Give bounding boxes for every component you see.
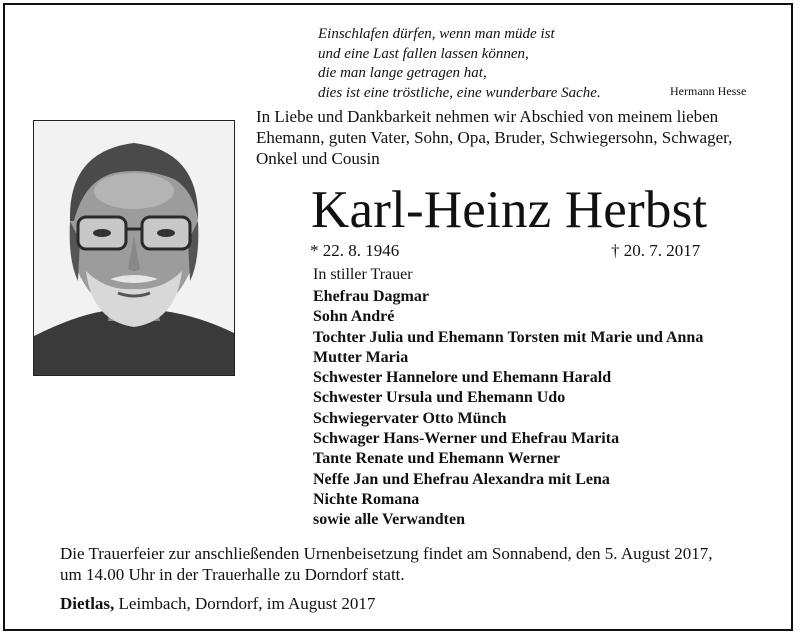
- mourner-line: Ehefrau Dagmar: [313, 288, 429, 305]
- mourner-line: Nichte Romana: [313, 490, 420, 508]
- mourner-line: Mutter Maria: [313, 348, 409, 366]
- mourner-line: Neffe Jan und Ehefrau Alexandra mit Lena: [313, 470, 610, 488]
- quote-author: Hermann Hesse: [670, 84, 747, 98]
- mourner-line: Sohn André: [313, 308, 395, 326]
- farewell-intro: [256, 106, 768, 169]
- place-bold: Dietlas,: [60, 594, 115, 613]
- funeral-service-info: [60, 543, 712, 585]
- portrait-photo: [33, 120, 235, 376]
- portrait-image: [34, 121, 234, 375]
- quote-line: dies ist eine tröstliche, eine wunderbare Sache.: [318, 84, 601, 101]
- service-line: um 14.00 Uhr in der Trauerhalle zu Dorndorf statt.: [60, 565, 405, 584]
- mourner-line: Schwester Hannelore und Ehemann Harald: [313, 369, 612, 387]
- death-date: † 20. 7. 2017: [611, 241, 701, 260]
- mourner-line: Schwiegervater Otto Münch: [313, 409, 507, 427]
- deceased-name: Karl-Heinz Herbst: [311, 181, 708, 239]
- service-line: Die Trauerfeier zur anschließenden Urnenbeisetzung findet am Sonnabend, den 5. August 2017,: [60, 544, 713, 563]
- quote-line: die man lange getragen hat,: [318, 65, 487, 81]
- quote-line: und eine Last fallen lassen können,: [318, 45, 529, 62]
- mourners-list: [313, 287, 703, 531]
- quote-line: Einschlafen dürfen, wenn man müde ist: [318, 26, 555, 42]
- mourner-line: Schwester Ursula und Ehemann Udo: [313, 389, 566, 407]
- place-rest: Leimbach, Dorndorf, im August 2017: [114, 594, 376, 613]
- mourner-line: Tante Renate und Ehemann Werner: [313, 450, 561, 468]
- intro-line: In Liebe und Dankbarkeit nehmen wir Abschied von meinem lieben: [256, 107, 719, 126]
- intro-line: Onkel und Cousin: [256, 149, 380, 168]
- birth-date: * 22. 8. 1946: [310, 241, 400, 260]
- mourning-heading: In stiller Trauer: [313, 266, 413, 283]
- mourner-line: Tochter Julia und Ehemann Torsten mit Marie und Anna: [313, 328, 704, 346]
- hesse-quote: [318, 25, 601, 103]
- intro-line: Ehemann, guten Vater, Sohn, Opa, Bruder, Schwiegersohn, Schwager,: [256, 128, 733, 147]
- place-and-date: [60, 594, 375, 614]
- mourner-line: Schwager Hans-Werner und Ehefrau Marita: [313, 430, 620, 448]
- mourner-line: sowie alle Verwandten: [313, 511, 465, 529]
